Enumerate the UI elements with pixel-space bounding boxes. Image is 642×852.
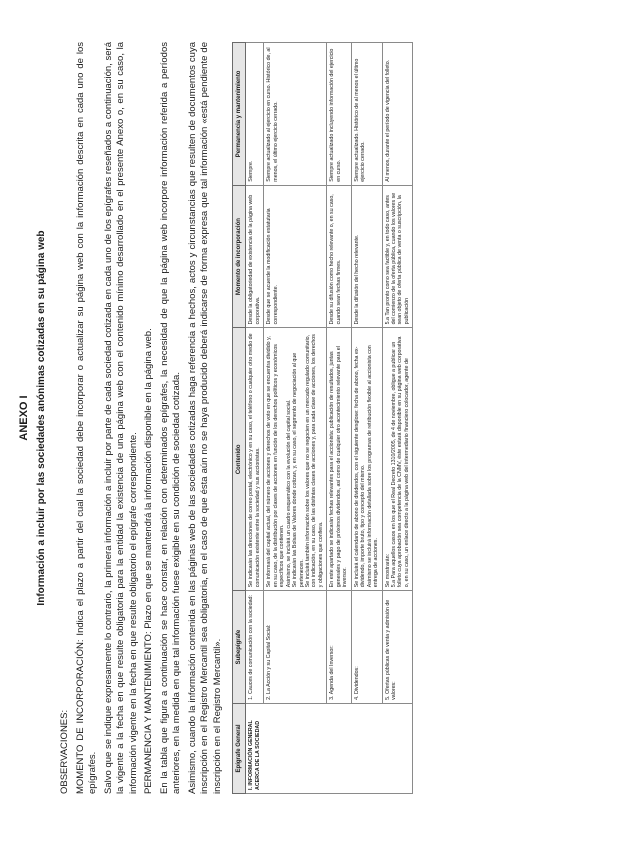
content-line: Se incluirá también información sobre los valores que no se negocien en un mercado regulado comunitario, con indicación, en su caso, de las distintas clases de acciones y, para cada clase de acciones, los derechos y obligaciones que confiera. xyxy=(305,334,324,588)
annex-subtitle: Información a incluir por las sociedades anónimas cotizadas en su página web xyxy=(36,230,47,606)
observation-permanence: PERMANENCIA Y MANTENIMIENTO: Plazo en que se mantendrá la información disponible en la página web. xyxy=(143,328,155,794)
content-line: En este apartado se indicarán fechas relevantes para el accionista: publicación de resultados, juntas generales y pago de próximos dividendos, así como de cualquier otro acontecimiento relevante para el inversor. xyxy=(329,346,349,588)
content-line: Asimismo, se incluirá un cuadro esquemático con la evolución del capital social. xyxy=(285,399,292,588)
sub-cell: 3. Agenda del Inversor: xyxy=(327,591,351,704)
observation-registry: Asimismo, cuando la información contenida en las páginas web de las sociedades cotizadas haga referencia a hechos, actos y circunstancias que resulten de documentos cuya inscripción en el Registro Mercantil sea obligatoria, en el caso de que ésta aún no se haya producido deberá indicarse de forma expresa que tal información «está pendiente de inscripción en el Registro Mercantil». xyxy=(186,42,223,794)
sub-cell: 1. Cauces de comunicación con la sociedad: xyxy=(246,591,264,704)
permanence-cell: Siempre actualizado. Histórico de al menos el último ejercicio cerrado. xyxy=(351,43,382,186)
content-line: Se incluirá el calendario de abono de dividendos, con el siguiente desglose: fecha de abono, fecha ex-dividendo, importe bruto, tipo y concepto del mismo. xyxy=(353,346,367,588)
observations-heading: OBSERVACIONES: xyxy=(59,709,70,794)
observation-moment: MOMENTO DE INCORPORACIÓN: Indica el plazo a partir del cual la sociedad debe incorporar o actualizar su página web con la información descrita en cada uno de los epígrafes. xyxy=(74,42,99,794)
moment-cell: Desde que se acuerde la modificación estatutaria correspondiente. xyxy=(264,185,327,328)
table-row xyxy=(264,43,327,794)
permanence-cell: Al menos, durante el período de vigencia del folleto. xyxy=(382,43,413,186)
sub-cell: 2. La Acción y su Capital Social: xyxy=(264,591,327,704)
table-row xyxy=(246,43,264,794)
content-line: Se mostrarán: xyxy=(384,553,391,588)
content-line: Se informará del capital actual, del número de acciones y derechos de voto en que se encuentra dividido y, en su caso, de la distribución por clases de acciones en función de los derechos políticos y económicos específicos que contienen. xyxy=(266,336,286,588)
content-cell xyxy=(264,328,327,591)
moment-cell: Desde la difusión del hecho relevante. xyxy=(351,185,382,328)
permanence-cell: Siempre. xyxy=(246,43,264,186)
content-cell xyxy=(351,328,382,591)
header-content: Contenido xyxy=(233,328,246,591)
header-sub: Subepígrafe xyxy=(233,591,246,704)
permanence-cell: Siempre actualizado al ejercicio en curso. Histórico de, al menos, el último ejercicio cerrado. xyxy=(264,43,327,186)
moment-cell: Desde la obligatoriedad de existencia de la página web corporativa. xyxy=(246,185,264,328)
content-line: 5.a Para aquellos casos en los que el Real Decreto 1310/2005, de 4 de noviembre, obligue a publicar un folleto cuya aprobación sea competencia de la CNMV, éste estará disponible en su página web corporativa o, en su caso, un enlace directo a la página web del intermediario financiero colocador, agente de xyxy=(390,336,410,588)
information-table xyxy=(232,42,413,794)
observation-default: Salvo que se indique expresamente lo contrario, la primera información a incluir por parte de cada sociedad cotizada en cada uno de los epígrafes reseñados a continuación, será la vigente a la fecha en que resulte obligatoria para la entidad la existencia de una página web con el contenido mínimo desarrollado en el presente Anexo o, en su caso, la información vigente en la fecha en que resulte obligatorio el epígrafe correspondiente. xyxy=(102,42,139,794)
moment-cell: Desde su difusión como hecho relevante o, en su caso, cuando sean fechas firmes. xyxy=(327,185,351,328)
table-row xyxy=(382,43,413,794)
table-header-row xyxy=(233,43,246,794)
content-cell xyxy=(382,328,413,591)
content-cell xyxy=(327,328,351,591)
content-line: Se indicarán las direcciones de correo postal, electrónico y en su caso, el teléfono o cualquier otro medio de comunicación existente entre la sociedad y sus accionistas. xyxy=(248,333,261,588)
content-line: Se indicarán las Bolsas de Valores donde cotizan, y, en su caso, el segmento de negociación al que pertenecen. xyxy=(292,352,305,588)
sub-cell: 4. Dividendos: xyxy=(351,591,382,704)
table-row xyxy=(327,43,351,794)
header-moment: Momento de incorporación xyxy=(233,185,246,328)
observation-table-note: En la tabla que figura a continuación se hace constar, en relación con determinados epígrafes, la necesidad de que la página web incorpore información referida a períodos anteriores, en la medida en que tal información fuese exigible en su condición de sociedad cotizada. xyxy=(158,42,183,794)
content-line: Asimismo se incluirá información detallada sobre los programas de retribución flexible al accionista con entrega de acciones. xyxy=(366,345,380,588)
annex-title: ANEXO I xyxy=(18,395,30,441)
moment-cell: 5.a Tan pronto como sea factible y, en todo caso, antes del comienzo de la oferta pública, cuando los valores se sean objeto de oferta pública de venta o suscripción, la publicación xyxy=(382,185,413,328)
table-row xyxy=(351,43,382,794)
general-epigraph-cell: I. INFORMACIÓN GENERAL ACERCA DE LA SOCIEDAD xyxy=(246,703,413,793)
header-permanence: Permanencia y mantenimiento xyxy=(233,43,246,186)
sub-cell: 5. Ofertas públicas de venta y admisión de valores: xyxy=(382,591,413,704)
permanence-cell: Siempre actualizado incluyendo información del ejercicio en curso. xyxy=(327,43,351,186)
header-general: Epígrafe General xyxy=(233,703,246,793)
content-cell xyxy=(246,328,264,591)
